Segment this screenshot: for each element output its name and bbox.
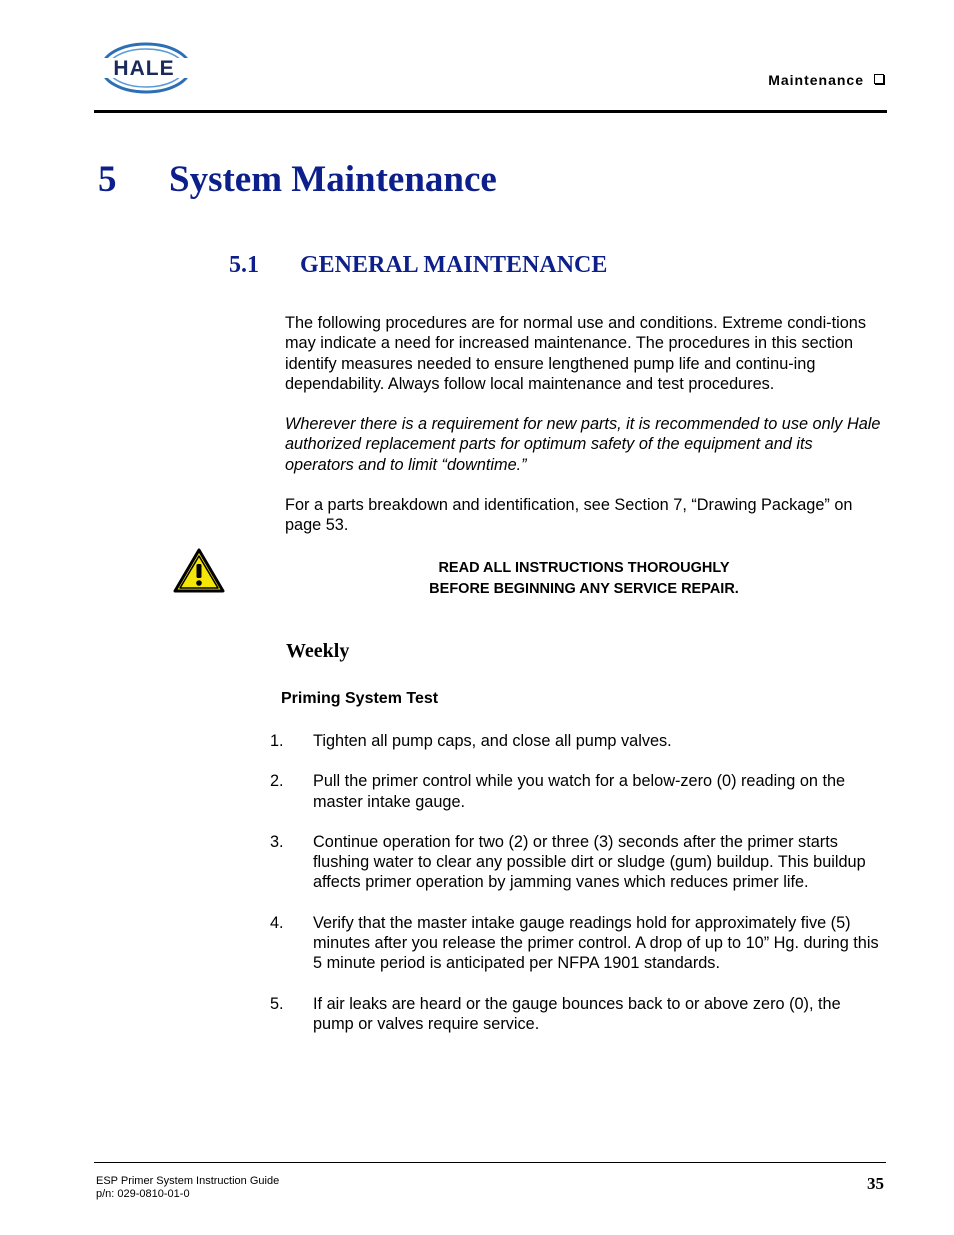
- checkbox-bullet-icon: [874, 74, 884, 84]
- drawing-package-reference: For a parts breakdown and identification, see Section 7, “Drawing Package” on page 53.: [285, 496, 853, 535]
- step-number: 3.: [270, 832, 284, 851]
- step-number: 4.: [270, 913, 284, 932]
- warning-triangle-icon: [173, 548, 225, 594]
- warning-notice: [384, 558, 784, 599]
- step-text: Continue operation for two (2) or three (3) seconds after the primer starts flushing water to clear any possible dirt or sludge (gum) buildup. This buildup affects primer operation by jamming vanes which reduces primer life.: [313, 832, 866, 892]
- procedure-steps: [270, 731, 885, 1034]
- footer-rule: [94, 1162, 886, 1163]
- header-section-label: Maintenance: [768, 72, 864, 88]
- logo-text: HALE: [113, 57, 175, 80]
- list-item: [270, 994, 885, 1035]
- section-title: GENERAL MAINTENANCE: [300, 252, 608, 278]
- step-text: Tighten all pump caps, and close all pump valves.: [313, 732, 672, 750]
- running-header: [768, 72, 884, 88]
- hale-logo: [94, 38, 194, 98]
- section-number: 5.1: [229, 252, 259, 278]
- footer-guide-title: ESP Primer System Instruction Guide: [96, 1175, 280, 1187]
- header-rule: [94, 110, 887, 113]
- section-heading: [229, 252, 607, 279]
- step-number: 1.: [270, 732, 284, 750]
- priming-system-test-heading: Priming System Test: [281, 690, 439, 707]
- list-item: [270, 832, 885, 893]
- chapter-heading: [98, 158, 497, 201]
- footer-part-number: p/n: 029-0810-01-0: [96, 1188, 190, 1200]
- parts-recommendation-paragraph: Wherever there is a requirement for new parts, it is recommended to use only Hale authorized replacement parts for optimum safety of the equipment and its operators and to limit “downtime.”: [285, 415, 881, 474]
- warning-line-1: READ ALL INSTRUCTIONS THOROUGHLY: [438, 560, 730, 576]
- warning-line-2: BEFORE BEGINNING ANY SERVICE REPAIR.: [429, 580, 739, 597]
- chapter-title: System Maintenance: [169, 159, 497, 200]
- step-number: 5.: [270, 994, 284, 1013]
- intro-paragraph: The following procedures are for normal use and conditions. Extreme condi-tions may indicate a need for increased maintenance. The procedures in this section identify measures needed to ensure lengthened pump life and continu-ing dependability. Always follow local maintenance and test procedures.: [285, 314, 866, 393]
- page-number: 35: [867, 1174, 884, 1193]
- list-item: [270, 771, 885, 812]
- footer-info: [96, 1175, 279, 1201]
- list-item: [270, 913, 885, 974]
- chapter-number: 5: [98, 159, 117, 200]
- step-text: Verify that the master intake gauge readings hold for approximately five (5) minutes after you release the primer control. A drop of up to 10” Hg. during this 5 minute period is anticipated per NFPA 1901 standards.: [313, 913, 879, 973]
- step-text: If air leaks are heard or the gauge bounces back to or above zero (0), the pump or valves require service.: [313, 994, 841, 1033]
- step-number: 2.: [270, 772, 284, 791]
- step-text: Pull the primer control while you watch for a below-zero (0) reading on the master intake gauge.: [313, 772, 846, 811]
- list-item: [270, 731, 885, 751]
- weekly-heading: Weekly: [286, 640, 350, 662]
